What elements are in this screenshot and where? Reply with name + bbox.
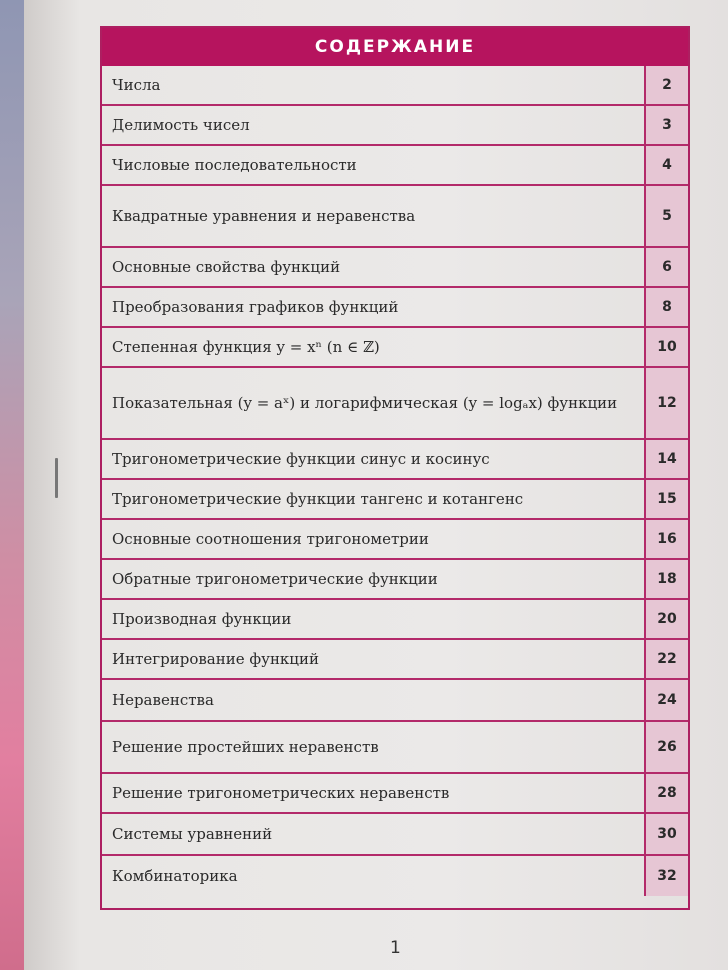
toc-item-page: 10 <box>644 328 688 366</box>
toc-item-title: Решение тригонометрических неравенств <box>112 784 450 802</box>
toc-item-title: Квадратные уравнения и неравенства <box>112 207 416 225</box>
toc-item-title: Системы уравнений <box>112 825 273 843</box>
toc-item-title: Тригонометрические функции тангенс и котангенс <box>112 490 524 508</box>
toc-item-title: Комбинаторика <box>112 867 238 885</box>
toc-item-page: 15 <box>644 480 688 518</box>
page-number: 1 <box>390 938 401 958</box>
toc-item-page: 4 <box>644 146 688 184</box>
toc-row <box>102 328 688 368</box>
toc-header: СОДЕРЖАНИЕ <box>102 28 688 66</box>
toc-item-title: Основные свойства функций <box>112 258 341 276</box>
toc-item-title: Тригонометрические функции синус и косинус <box>112 450 490 468</box>
binding-mark <box>55 458 58 498</box>
toc-item-title: Основные соотношения тригонометрии <box>112 530 429 548</box>
toc-item-title: Обратные тригонометрические функции <box>112 570 438 588</box>
toc-item-title: Производная функции <box>112 610 292 628</box>
toc-item-title: Преобразования графиков функций <box>112 298 399 316</box>
toc-row <box>102 814 688 856</box>
toc-row <box>102 774 688 814</box>
toc-item-page: 30 <box>644 814 688 854</box>
toc-row <box>102 600 688 640</box>
toc-item-page: 3 <box>644 106 688 144</box>
table-of-contents <box>100 26 690 910</box>
toc-row <box>102 186 688 248</box>
toc-item-title: Решение простейших неравенств <box>112 738 379 756</box>
toc-item-page: 12 <box>644 368 688 438</box>
toc-item-page: 8 <box>644 288 688 326</box>
toc-row <box>102 640 688 680</box>
toc-item-page: 28 <box>644 774 688 812</box>
toc-row <box>102 680 688 722</box>
toc-item-page: 20 <box>644 600 688 638</box>
toc-item-title: Числовые последовательности <box>112 156 357 174</box>
toc-item-title: Делимость чисел <box>112 116 250 134</box>
toc-row <box>102 248 688 288</box>
toc-row <box>102 66 688 106</box>
toc-row <box>102 440 688 480</box>
toc-item-page: 18 <box>644 560 688 598</box>
toc-item-page: 26 <box>644 722 688 772</box>
toc-row <box>102 480 688 520</box>
toc-row <box>102 288 688 328</box>
toc-item-title: Степенная функция y = xⁿ (n ∈ ℤ) <box>112 338 380 356</box>
toc-item-title: Числа <box>112 76 161 94</box>
toc-row <box>102 106 688 146</box>
toc-row <box>102 856 688 896</box>
toc-row <box>102 520 688 560</box>
toc-item-title: Показательная (y = aˣ) и логарифмическая (y = logₐx) функции <box>112 394 618 412</box>
toc-row <box>102 722 688 774</box>
toc-item-title: Интегрирование функций <box>112 650 319 668</box>
toc-item-page: 14 <box>644 440 688 478</box>
toc-row <box>102 146 688 186</box>
toc-item-page: 16 <box>644 520 688 558</box>
toc-item-page: 24 <box>644 680 688 720</box>
toc-item-page: 6 <box>644 248 688 286</box>
toc-item-page: 22 <box>644 640 688 678</box>
toc-row <box>102 560 688 600</box>
toc-item-page: 32 <box>644 856 688 896</box>
toc-item-title: Неравенства <box>112 691 214 709</box>
toc-item-page: 2 <box>644 66 688 104</box>
toc-item-page: 5 <box>644 186 688 246</box>
toc-row <box>102 368 688 440</box>
